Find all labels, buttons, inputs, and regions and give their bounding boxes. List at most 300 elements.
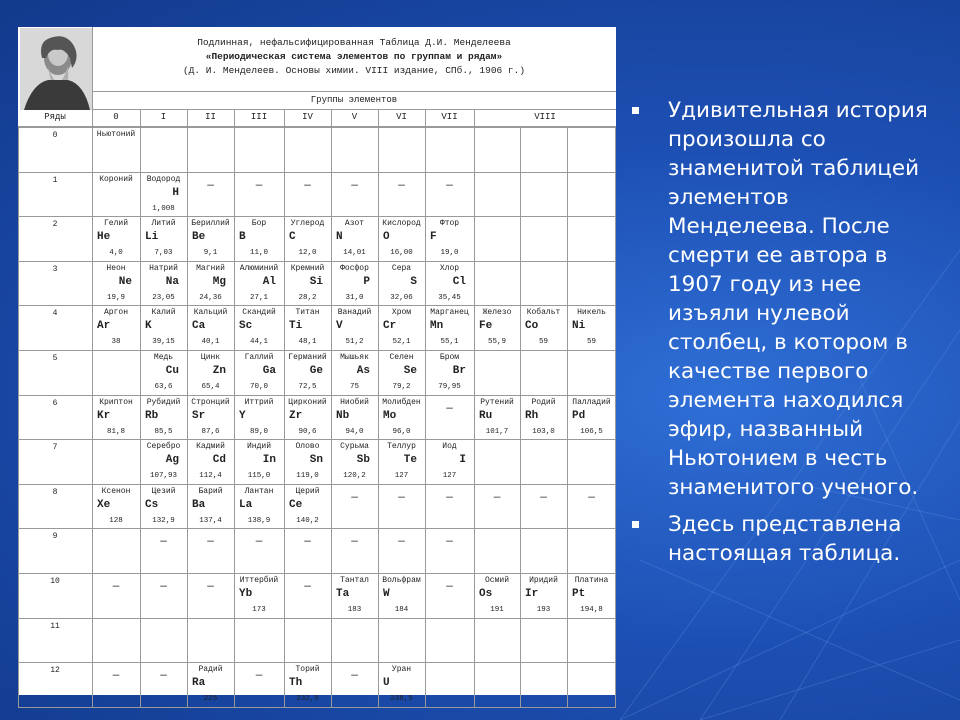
element-cell <box>331 261 378 306</box>
element-weight: 63,6 <box>154 383 173 391</box>
element-weight: 39,15 <box>152 338 175 347</box>
empty-dash: — <box>304 581 311 593</box>
element-cell <box>187 484 234 529</box>
element-cell <box>567 305 616 350</box>
element-weight: 19,9 <box>106 293 125 302</box>
empty-dash: — <box>398 179 405 192</box>
element-cell <box>187 395 234 440</box>
element-weight: 140,2 <box>296 516 319 525</box>
element-cell <box>187 261 234 306</box>
element-weight: 132,9 <box>152 516 175 525</box>
element-name: Иридий <box>529 576 558 585</box>
element-symbol: As <box>356 365 370 377</box>
element-symbol: La <box>239 498 253 511</box>
element-weight: 55,9 <box>487 338 506 347</box>
empty-dash: — <box>160 670 167 683</box>
element-cell <box>331 305 378 350</box>
element-cell <box>425 216 474 261</box>
element-symbol: Rh <box>525 409 539 422</box>
group-header-VII: VII <box>441 112 458 122</box>
element-name: Церий <box>295 486 320 496</box>
element-symbol: Cu <box>165 365 179 377</box>
element-symbol: Li <box>145 231 159 244</box>
table-divider <box>92 91 616 92</box>
element-name: Теллур <box>387 442 416 452</box>
element-symbol: I <box>459 454 466 467</box>
bullet-1 <box>632 96 932 502</box>
element-cell <box>520 305 567 350</box>
element-symbol: Ni <box>572 320 586 333</box>
element-symbol: Cl <box>452 275 466 288</box>
row-number: 0 <box>52 131 58 140</box>
empty-dash: — <box>255 536 263 549</box>
element-weight: 96,0 <box>392 427 411 436</box>
element-weight: 7,03 <box>154 249 173 258</box>
row-number: 4 <box>52 309 58 319</box>
element-cell <box>474 395 520 440</box>
element-symbol: P <box>363 275 370 288</box>
element-weight: 70,0 <box>249 383 268 391</box>
element-weight: 103,0 <box>532 427 555 436</box>
table-row-divider <box>18 618 616 619</box>
element-weight: 44,1 <box>249 338 268 347</box>
element-symbol: Mg <box>212 275 226 288</box>
element-symbol: U <box>383 677 390 690</box>
element-weight: 225 <box>203 695 218 704</box>
empty-dash: — <box>398 491 405 504</box>
element-weight: 48,1 <box>298 338 317 347</box>
element-cell <box>140 172 187 217</box>
element-weight: 194,8 <box>580 606 603 614</box>
header-line-1: Подлинная, нефальсифицированная Таблица Д.И. Менделеева <box>197 37 511 48</box>
element-name: Радий <box>198 665 223 675</box>
element-symbol: Sc <box>239 320 253 333</box>
row-number: 5 <box>52 354 58 363</box>
element-cell <box>284 216 331 261</box>
element-cell <box>425 261 474 306</box>
groups-title: Группы элементов <box>310 95 398 105</box>
element-weight: 1,008 <box>152 204 175 213</box>
element-symbol: Ce <box>289 498 303 511</box>
element-cell <box>92 216 140 261</box>
element-weight: 12,0 <box>298 249 317 258</box>
element-name: Мышьяк <box>340 353 369 362</box>
element-symbol: Br <box>452 365 466 377</box>
element-symbol: Ar <box>97 320 111 333</box>
element-symbol: Th <box>289 677 303 690</box>
element-cell <box>92 305 140 350</box>
element-weight: 55,1 <box>440 338 459 347</box>
element-symbol: K <box>145 320 152 333</box>
element-name: Тантал <box>340 576 369 585</box>
element-name: Железо <box>482 308 512 318</box>
element-name: Палладий <box>572 397 611 407</box>
element-cell <box>140 439 187 484</box>
element-cell <box>331 350 378 395</box>
element-weight: 106,5 <box>580 427 603 436</box>
element-symbol: Cr <box>383 320 397 333</box>
empty-dash: — <box>446 402 453 415</box>
element-weight: 127 <box>394 472 409 481</box>
element-symbol: Pt <box>572 588 586 600</box>
element-name: Платина <box>574 576 609 585</box>
empty-dash: — <box>446 179 453 192</box>
element-symbol: Ba <box>192 498 206 511</box>
element-weight: 81,8 <box>106 427 125 436</box>
element-weight: 79,2 <box>392 383 411 391</box>
element-cell <box>140 216 187 261</box>
element-symbol: Be <box>192 231 206 244</box>
empty-dash: — <box>304 536 311 549</box>
element-cell <box>140 305 187 350</box>
element-symbol: Os <box>479 588 493 600</box>
element-symbol: Fe <box>479 320 493 333</box>
group-header-VI: VI <box>396 112 407 122</box>
element-symbol: Se <box>403 365 417 377</box>
element-name: Кадмий <box>196 442 225 452</box>
element-symbol: Sr <box>192 409 206 422</box>
bullet-marker-icon <box>632 521 639 528</box>
element-symbol: Te <box>403 454 417 467</box>
element-symbol: C <box>289 231 296 244</box>
element-symbol: H <box>172 186 179 199</box>
element-name: Уран <box>391 665 412 675</box>
element-cell <box>567 395 616 440</box>
table-row-divider <box>18 707 616 708</box>
empty-dash: — <box>398 536 405 549</box>
element-name: Хром <box>391 308 412 318</box>
element-name: Натрий <box>149 263 178 273</box>
element-name: Марганец <box>430 308 469 318</box>
element-symbol: Yb <box>239 588 253 600</box>
empty-dash: — <box>351 536 358 549</box>
element-weight: 27,1 <box>249 293 268 302</box>
element-symbol: Cd <box>212 454 226 467</box>
element-weight: 59 <box>538 338 548 347</box>
element-name: Бор <box>251 219 267 229</box>
element-weight: 120,2 <box>343 472 366 481</box>
element-symbol: Xe <box>97 498 111 511</box>
element-name: Серебро <box>146 442 181 452</box>
element-cell <box>520 573 567 618</box>
element-cell <box>378 305 425 350</box>
element-name: Ниобий <box>340 397 369 407</box>
row-number: 8 <box>52 487 58 497</box>
element-name: Кальций <box>193 308 228 318</box>
element-cell <box>234 395 284 440</box>
element-weight: 35,45 <box>438 293 461 302</box>
group-header-II: II <box>205 112 216 122</box>
element-name: Литий <box>151 219 176 229</box>
element-symbol: Ca <box>192 320 206 333</box>
row-number: 2 <box>52 220 58 230</box>
empty-dash: — <box>446 536 453 549</box>
element-cell <box>140 350 187 395</box>
element-cell <box>474 305 520 350</box>
element-symbol: Ag <box>165 454 179 467</box>
element-name: Скандий <box>242 308 276 318</box>
element-cell <box>234 573 284 618</box>
element-name: Хлор <box>439 263 460 273</box>
element-name: Гелий <box>103 219 128 229</box>
element-weight: 191 <box>490 606 504 614</box>
element-symbol: Al <box>262 275 276 288</box>
element-weight: 137,4 <box>199 516 222 525</box>
element-name: Кислород <box>382 219 421 229</box>
element-weight: 4,0 <box>109 249 123 258</box>
element-cell <box>187 350 234 395</box>
element-name: Осмий <box>484 576 509 585</box>
empty-dash: — <box>112 581 120 593</box>
element-cell <box>234 439 284 484</box>
element-name: Короний <box>99 174 133 184</box>
element-cell <box>567 573 616 618</box>
element-name: Магний <box>196 263 225 273</box>
element-weight: 89,0 <box>249 427 268 436</box>
row-number: 1 <box>52 175 58 185</box>
element-cell <box>331 439 378 484</box>
element-symbol: In <box>262 454 276 467</box>
element-name: Кобальт <box>526 308 561 318</box>
element-weight: 94,0 <box>345 427 364 436</box>
element-weight: 40,1 <box>201 338 220 347</box>
element-name: Молибден <box>382 397 421 407</box>
element-weight: 101,7 <box>485 427 509 436</box>
row-number: 10 <box>50 577 60 586</box>
empty-dash: — <box>351 179 358 192</box>
element-name: Фтор <box>439 219 460 229</box>
element-weight: 79,95 <box>438 383 461 391</box>
empty-dash: — <box>160 536 167 549</box>
element-cell <box>187 305 234 350</box>
element-cell <box>378 439 425 484</box>
mendeleev-portrait <box>20 28 92 110</box>
element-symbol: Si <box>309 275 323 288</box>
element-weight: 65,4 <box>201 383 220 391</box>
element-name: Алюминий <box>239 263 279 273</box>
element-weight: 38 <box>111 338 121 347</box>
element-name: Галлий <box>244 353 274 362</box>
element-cell <box>187 216 234 261</box>
empty-dash: — <box>255 670 263 683</box>
element-cell <box>92 172 140 217</box>
element-name: Водород <box>146 174 181 184</box>
element-weight: 52,1 <box>392 338 411 347</box>
element-symbol: Ti <box>289 320 303 333</box>
element-name: Сера <box>391 263 412 273</box>
element-weight: 232,5 <box>296 695 319 704</box>
element-cell <box>140 395 187 440</box>
element-name: Криптон <box>99 397 133 407</box>
element-symbol: Mo <box>383 409 397 422</box>
element-weight: 24,36 <box>199 293 222 302</box>
element-weight: 138,9 <box>247 516 271 525</box>
empty-dash: — <box>351 491 358 504</box>
element-weight: 238,5 <box>390 695 413 704</box>
element-weight: 31,0 <box>345 293 364 302</box>
empty-dash: — <box>255 179 263 192</box>
element-cell <box>284 305 331 350</box>
element-cell <box>284 439 331 484</box>
element-name: Азот <box>344 219 365 229</box>
element-name: Торий <box>295 665 320 675</box>
element-cell <box>187 662 234 707</box>
element-name: Бром <box>439 353 460 362</box>
element-weight: 127 <box>442 472 457 481</box>
element-cell <box>378 216 425 261</box>
element-cell <box>378 395 425 440</box>
bullet-marker-icon <box>632 107 639 114</box>
element-cell <box>92 484 140 529</box>
element-name: Рубидий <box>146 397 181 407</box>
element-name: Барий <box>198 486 223 496</box>
element-weight: 72,5 <box>298 383 317 391</box>
element-name: Родий <box>531 397 556 407</box>
element-cell <box>92 127 140 172</box>
element-cell <box>234 350 284 395</box>
element-name: Кремний <box>290 263 325 273</box>
element-symbol: W <box>383 588 390 600</box>
element-cell <box>234 305 284 350</box>
element-weight: 11,0 <box>249 249 268 258</box>
element-cell <box>140 261 187 306</box>
element-cell <box>474 573 520 618</box>
element-name: Никель <box>577 308 606 318</box>
element-name: Титан <box>295 308 320 318</box>
element-symbol: F <box>430 231 437 244</box>
element-weight: 75 <box>349 383 359 391</box>
element-weight: 90,6 <box>298 427 317 436</box>
mendeleev-table <box>18 27 616 704</box>
group-header-V: V <box>351 112 358 122</box>
element-name: Лантан <box>244 486 274 496</box>
element-cell <box>425 439 474 484</box>
empty-dash: — <box>112 670 120 683</box>
group-header-IV: IV <box>302 112 313 122</box>
element-weight: 183 <box>347 606 362 614</box>
element-name: Ньютоний <box>96 130 136 139</box>
empty-dash: — <box>446 491 453 504</box>
element-cell <box>92 261 140 306</box>
element-weight: 193 <box>536 606 551 614</box>
element-symbol: Pd <box>572 409 586 422</box>
element-cell <box>378 662 425 707</box>
empty-dash: — <box>351 670 358 683</box>
element-weight: 107,93 <box>149 472 177 481</box>
element-name: Неон <box>106 263 126 273</box>
element-name: Иод <box>442 442 457 452</box>
element-weight: 9,1 <box>203 249 218 258</box>
element-symbol: Ga <box>262 365 276 377</box>
element-name: Индий <box>246 442 271 452</box>
row-number: 3 <box>52 264 58 274</box>
element-name: Аргон <box>103 308 128 318</box>
element-symbol: He <box>97 231 111 244</box>
element-cell <box>234 261 284 306</box>
element-symbol: Na <box>165 275 179 288</box>
element-cell <box>284 350 331 395</box>
element-symbol: B <box>239 231 246 244</box>
element-symbol: Zn <box>212 365 226 377</box>
element-name: Иттербий <box>239 576 279 585</box>
element-symbol: Ru <box>479 409 493 422</box>
empty-dash: — <box>588 491 595 504</box>
element-cell <box>234 484 284 529</box>
empty-dash: — <box>493 491 501 504</box>
element-cell <box>378 573 425 618</box>
empty-dash: — <box>207 581 214 593</box>
element-weight: 87,6 <box>201 427 220 436</box>
element-symbol: Ge <box>309 365 323 377</box>
group-header-VIII: VIII <box>534 112 556 122</box>
element-weight: 51,2 <box>345 338 364 347</box>
element-name: Ванадий <box>337 308 372 318</box>
element-name: Рутений <box>480 397 514 407</box>
element-symbol: Zr <box>289 409 303 422</box>
element-weight: 85,5 <box>154 427 173 436</box>
group-header-0: 0 <box>113 112 119 122</box>
element-cell <box>284 484 331 529</box>
header-line-3: (Д. И. Менделеев. Основы химии. VIII издание, СПб., 1906 г.) <box>182 65 526 76</box>
element-weight: 112,4 <box>199 472 222 481</box>
empty-dash: — <box>207 536 214 549</box>
element-symbol: Ra <box>192 677 206 690</box>
element-name: Сурьма <box>340 442 369 452</box>
element-name: Цинк <box>200 353 221 362</box>
element-symbol: S <box>410 275 417 288</box>
element-name: Фосфор <box>340 263 369 273</box>
element-weight: 32,06 <box>390 293 413 302</box>
element-symbol: Co <box>525 320 539 333</box>
empty-dash: — <box>304 179 311 192</box>
row-number: 6 <box>52 398 58 408</box>
element-symbol: Rb <box>145 409 159 422</box>
element-symbol: Ir <box>525 588 539 600</box>
element-cell <box>378 261 425 306</box>
element-weight: 14,01 <box>343 249 366 258</box>
element-weight: 115,0 <box>247 472 271 481</box>
element-name: Селен <box>389 353 414 362</box>
element-symbol: Y <box>239 409 246 422</box>
row-number: 7 <box>52 443 58 453</box>
bullet-2 <box>632 510 932 568</box>
element-symbol: Mn <box>430 320 444 333</box>
element-cell <box>378 350 425 395</box>
element-weight: 28,2 <box>298 293 317 302</box>
element-cell <box>92 395 140 440</box>
empty-dash: — <box>160 581 167 593</box>
element-name: Олово <box>295 442 320 452</box>
row-number: 9 <box>52 532 58 542</box>
element-symbol: Sn <box>309 454 323 467</box>
element-symbol: V <box>336 320 343 333</box>
element-name: Медь <box>153 353 174 362</box>
element-symbol: O <box>383 231 390 244</box>
element-name: Углерод <box>290 219 325 229</box>
empty-dash: — <box>540 491 547 504</box>
element-symbol: Sb <box>356 454 370 467</box>
element-name: Германий <box>288 353 327 362</box>
element-weight: 119,0 <box>296 472 319 481</box>
element-name: Стронций <box>191 397 230 407</box>
element-cell <box>284 261 331 306</box>
element-cell <box>425 305 474 350</box>
empty-dash: — <box>446 581 453 593</box>
element-weight: 59 <box>586 338 596 347</box>
table-header <box>92 27 616 91</box>
element-cell <box>284 662 331 707</box>
row-number: 11 <box>50 621 60 631</box>
